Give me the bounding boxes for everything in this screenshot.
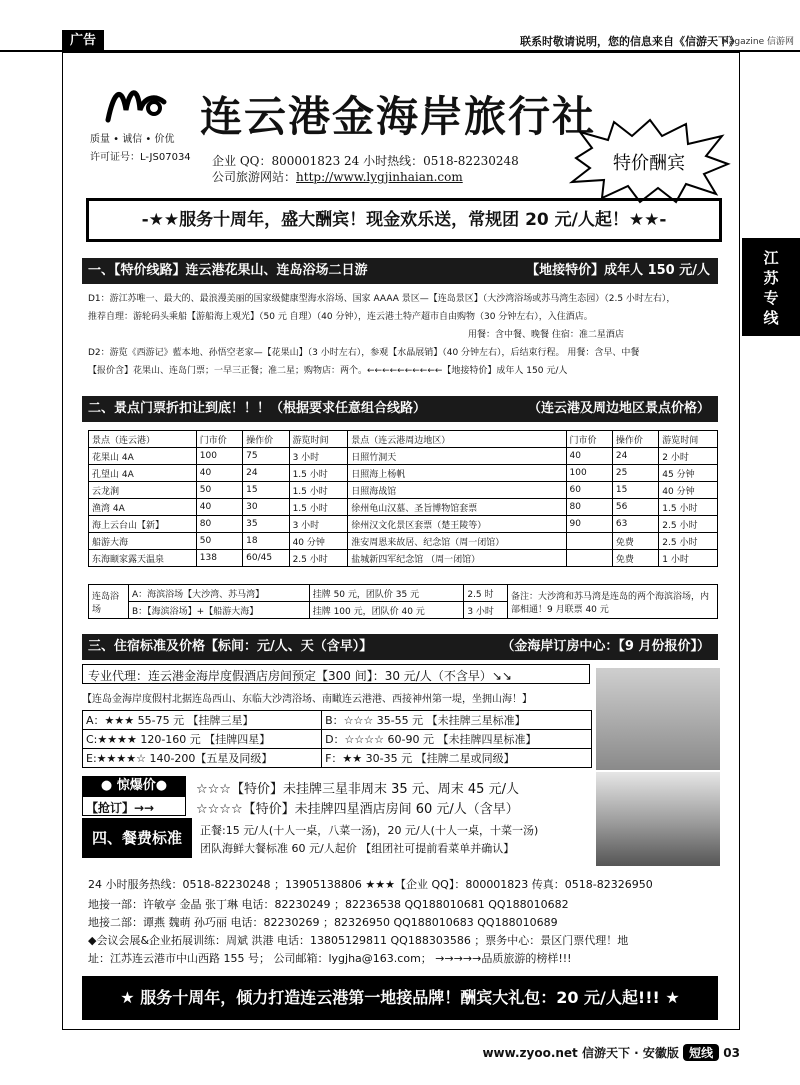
section3-bar: 三、住宿标准及价格【标间：元/人、天（含早）】 （金海岸订房中心：【9 月份报价】） [82, 634, 718, 660]
contact-address: 址：江苏连云港市中山西路 155 号； 公司邮箱：lygjha@163.com； →→→→→品质旅游的榜样!!! [88, 952, 572, 965]
bottom-banner: ★ 服务十周年，倾力打造连云港第一地接品牌！酬宾大礼包：20 元/人起!!! ★ [82, 976, 718, 1020]
side-tab: 江 苏 专 线 [742, 238, 800, 336]
table-row: 海上云台山【新】 80 35 3 小时 徐州汉文化景区套票（楚王陵等） 90 63 2.5 小时 [89, 516, 718, 533]
contact-hotline: 24 小时服务热线：0518-82230248 ；13905138806 ★★★【企业 QQ】：800001823 传真：0518-82326950 [88, 878, 653, 891]
surprise-label: ● 惊爆价● [82, 776, 186, 796]
contact-dept1: 地接一部：许敏亭 金晶 张丁琳 电话：82230249 ；82236538 QQ188010681 QQ188010682 [88, 898, 569, 911]
hotel-grade-table: A：★★★ 55-75 元 【挂牌三星】 B：☆☆☆ 35-55 元 【未挂牌三星标准】 C:★★★★ 120-160 元 【挂牌四星】 D：☆☆☆☆ 60-90 元 【未挂牌四星标准】 E:★★★★☆ 140-200【五星及同级】 F：★★ 30-35 元 【挂牌二星或同级】 [82, 710, 592, 768]
agency-name: 连云港金海岸旅行社 [200, 92, 597, 141]
section1-itinerary: D1：游江苏唯一、最大的、最浪漫美丽的国家级健康型海水浴场、国家 AAAA 景区—【连岛景区】（大沙湾浴场或苏马湾生态园）（2.5 小时左右）， 推荐自理：游轮码头乘船【游船海上观光】（50 元 自理）（40 分钟），连云港土特产超市自由购物（30 分钟左右），入住酒店。 用餐：含中餐、晚餐 住宿：准二星酒店 D2：游览《西游记》藍本地、孙悟空老家—【花果山】（3 小时左右），参观【水晶展销】（40 分钟左右），后结束行程。 用餐：含早、中餐 【报价含】花果山、连岛门票；一早三正餐；准二星；购物店：两个。←←←←←←←←←←【地接特价】成年人 150 元/人 [88, 294, 676, 376]
hotel-location: 【连岛金海岸度假村北据连岛西山、东临大沙湾浴场、南瞰连云港港、西接神州第一堤，坐拥山海！】 [82, 694, 532, 705]
license-number: 许可证号：L-JS07034 [90, 152, 191, 163]
header-note: 联系时敬请说明，您的信息来自《信游天下》 [520, 35, 740, 48]
table-row: 花果山 4A 100 75 3 小时 日照竹洞天 40 24 2 小时 [89, 448, 718, 465]
table-row: 孔望山 4A 40 24 1.5 小时 日照海上杨帆 100 25 45 分钟 [89, 465, 718, 482]
contact-dept2: 地接二部：谭燕 魏萌 孙巧丽 电话：82230269 ；82326950 QQ188010683 QQ188010689 [88, 916, 558, 929]
beach-label: 连岛浴场 [89, 585, 129, 619]
meal-lines: 正餐:15 元/人(十人一桌，八菜一汤)，20 元/人(十人一桌，十菜一汤) 团队海鲜大餐标准 60 元/人起价 【组团社可提前看菜单并确认】 [200, 824, 539, 855]
top-bar [0, 30, 800, 52]
beach-note: 备注：大沙湾和苏马湾是连岛的两个海滨浴场，内部相通！9 月联票 40 元 [508, 585, 718, 619]
page-number: 03 [723, 1046, 740, 1060]
beach-table: 连岛浴场 A：海滨浴场【大沙湾、苏马湾】 挂牌 50 元，团队价 35 元 2.5 时 备注：大沙湾和苏马湾是连岛的两个海滨浴场，内部相通！9 月联票 40 元 B：【海滨浴场】+【船游大海】 挂牌 100 元，团队价 40 元 3 小时 [88, 584, 718, 619]
meal-title: 四、餐费标准 [82, 818, 192, 858]
footer-tag: 短线 [683, 1044, 719, 1061]
agency-slogan: 质量 • 诚信 • 价优 [90, 134, 175, 145]
table-row: 船游大海 50 18 40 分钟 淮安周恩来故居、纪念馆（周一闭馆） 免费 2.5 小时 [89, 533, 718, 550]
contact-meeting: ◆会议会展&企业拓展训练：周斌 洪港 电话：13805129811 QQ188303586 ；票务中心：景区门票代理！地 [88, 934, 629, 947]
footer-mag: 信游天下 · 安徽版 [581, 1046, 679, 1060]
footer-site[interactable]: www.zyoo.net [482, 1046, 578, 1060]
surprise-line-1: ☆☆☆【特价】未挂牌三星非周末 35 元、周末 45 元/人 [196, 782, 519, 797]
starburst-badge [566, 118, 732, 204]
qq-hotline: 企业 QQ：800001823 24 小时热线：0518-82230248 [212, 154, 519, 168]
surprise-line-2: ☆☆☆☆【特价】未挂牌四星酒店房间 60 元/人（含早） [196, 802, 519, 817]
seaside-photo [596, 772, 720, 866]
ad-tag: 广告 [62, 30, 104, 52]
footer [482, 1044, 740, 1061]
table-row: 东海颐家露天温泉 138 60/45 2.5 小时 盐城新四军纪念馆 （周一闭馆） 免费 1 小时 [89, 550, 718, 567]
header-brand: Magazine 信游网 [721, 37, 794, 47]
ticket-price-table [88, 430, 718, 567]
table-row: 云龙涧 50 15 1.5 小时 日照海战馆 60 15 40 分钟 [89, 482, 718, 499]
hotel-agent: 专业代理：连云港金海岸度假酒店房间预定【300 间】：30 元/人（不含早）↘↘ [88, 669, 512, 683]
grab-label: 【抢订】→→ [86, 801, 155, 815]
ticket-header-row: 景点（连云港） 门市价 操作价 游览时间 景点（连云港周边地区） 门市价 操作价 游览时间 [89, 431, 718, 448]
top-banner: -★★服务十周年，盛大酬宾！现金欢乐送，常规团 20 元/人起！★★- [86, 198, 722, 242]
hotel-room-photo [596, 668, 720, 770]
burst-text: 特价酬宾 [613, 153, 685, 174]
table-row: 渔湾 4A 40 30 1.5 小时 徐州龟山汉墓、圣旨博物馆套票 80 56 1.5 小时 [89, 499, 718, 516]
section1-bar: 一、【特价线路】连云港花果山、连岛浴场二日游 【地接特价】成年人 150 元/人 [82, 258, 718, 284]
website-line: 公司旅游网站：http://www.lygjinhaian.com [212, 170, 463, 184]
website-link[interactable]: http://www.lygjinhaian.com [296, 170, 463, 184]
section2-bar: 二、景点门票折扣让到底！！！（根据要求任意组合线路） （连云港及周边地区景点价格） [82, 396, 718, 422]
agency-logo-icon [104, 80, 170, 124]
